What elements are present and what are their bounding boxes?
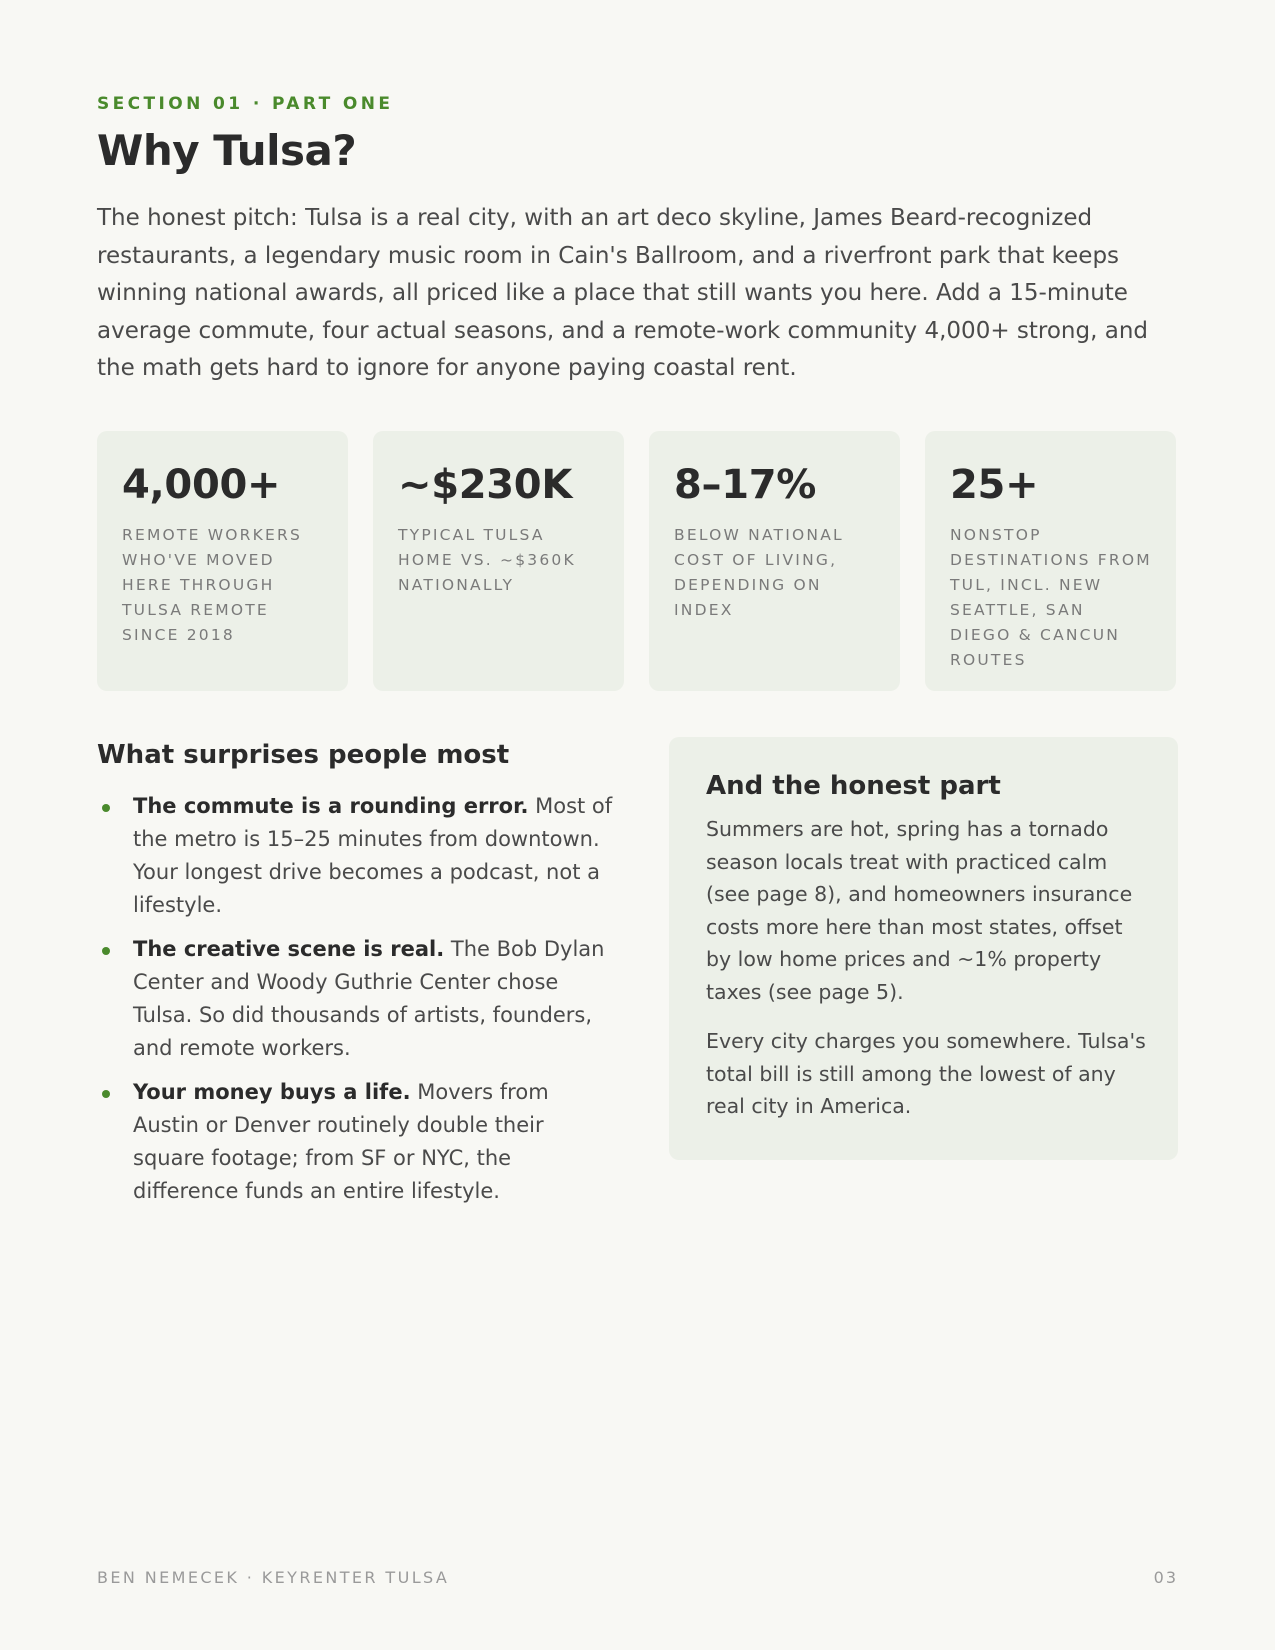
- page-number: 03: [1153, 1568, 1178, 1587]
- bullet-lead: The creative scene is real.: [133, 937, 445, 961]
- stat-label: NONSTOP DESTINATIONS FROM TUL, INCL. NEW SEATTLE, SAN DIEGO & CANCUN ROUTES: [950, 526, 1152, 669]
- stat-card-remote-workers: [97, 431, 348, 691]
- list-item: [97, 933, 617, 1065]
- stat-value: 8–17%: [674, 462, 817, 508]
- bullet-lead: Your money buys a life.: [133, 1080, 411, 1104]
- list-item: [97, 790, 617, 922]
- surprises-list: [97, 790, 617, 1208]
- stat-label: REMOTE WORKERS WHO'VE MOVED HERE THROUGH TULSA REMOTE SINCE 2018: [122, 526, 302, 644]
- surprises-heading: What surprises people most: [97, 740, 510, 770]
- stat-card-nonstop-destinations: [925, 431, 1176, 691]
- stat-value: ~$230K: [398, 462, 573, 508]
- bullet-dot-icon: [102, 1090, 110, 1098]
- honest-paragraph: Every city charges you somewhere. Tulsa's total bill is still among the lowest of any real city in America.: [706, 1029, 1146, 1118]
- section-eyebrow: SECTION 01 · PART ONE: [97, 94, 394, 114]
- honest-heading: And the honest part: [706, 771, 1001, 801]
- stat-label: TYPICAL TULSA HOME VS. ~$360K NATIONALLY: [398, 526, 576, 594]
- list-item: [97, 1076, 617, 1208]
- footer-author: BEN NEMECEK · KEYRENTER TULSA: [97, 1568, 450, 1587]
- stat-value: 25+: [950, 462, 1039, 508]
- bullet-dot-icon: [102, 947, 110, 955]
- bullet-text: The Bob Dylan Center and Woody Guthrie Center chose Tulsa. So did thousands of artists, founders, and remote workers.: [133, 937, 605, 1060]
- stats-row: [97, 431, 1178, 691]
- stat-value: 4,000+: [122, 462, 281, 508]
- honest-part-box: [669, 737, 1178, 1160]
- honest-paragraph: Summers are hot, spring has a tornado season locals treat with practiced calm (see page 8), and homeowners insurance costs more here than most states, offset by low home prices and ~1% property taxes (see page 5).: [706, 817, 1133, 1004]
- stat-card-home-price: [373, 431, 624, 691]
- bullet-dot-icon: [102, 804, 110, 812]
- intro-paragraph: The honest pitch: Tulsa is a real city, with an art deco skyline, James Beard-recognized restaurants, a legendary music room in Cain's Ballroom, and a riverfront park that keeps winning national awards, all priced like a place that still wants you here. Add a 15-minute average commute, four actual seasons, and a remote-work community 4,000+ strong, and the math gets hard to ignore for anyone paying coastal rent.: [97, 205, 1149, 381]
- bullet-text: Most of the metro is 15–25 minutes from downtown. Your longest drive becomes a podcast, not a lifestyle.: [133, 794, 613, 917]
- stat-label: BELOW NATIONAL COST OF LIVING, DEPENDING ON INDEX: [674, 526, 844, 619]
- page: [97, 0, 1178, 1650]
- bullet-text: Movers from Austin or Denver routinely double their square footage; from SF or NYC, the difference funds an entire lifestyle.: [133, 1080, 549, 1203]
- stat-card-cost-of-living: [649, 431, 900, 691]
- surprises-section: [97, 740, 617, 1219]
- page-title: Why Tulsa?: [97, 126, 357, 175]
- bullet-lead: The commute is a rounding error.: [133, 794, 529, 818]
